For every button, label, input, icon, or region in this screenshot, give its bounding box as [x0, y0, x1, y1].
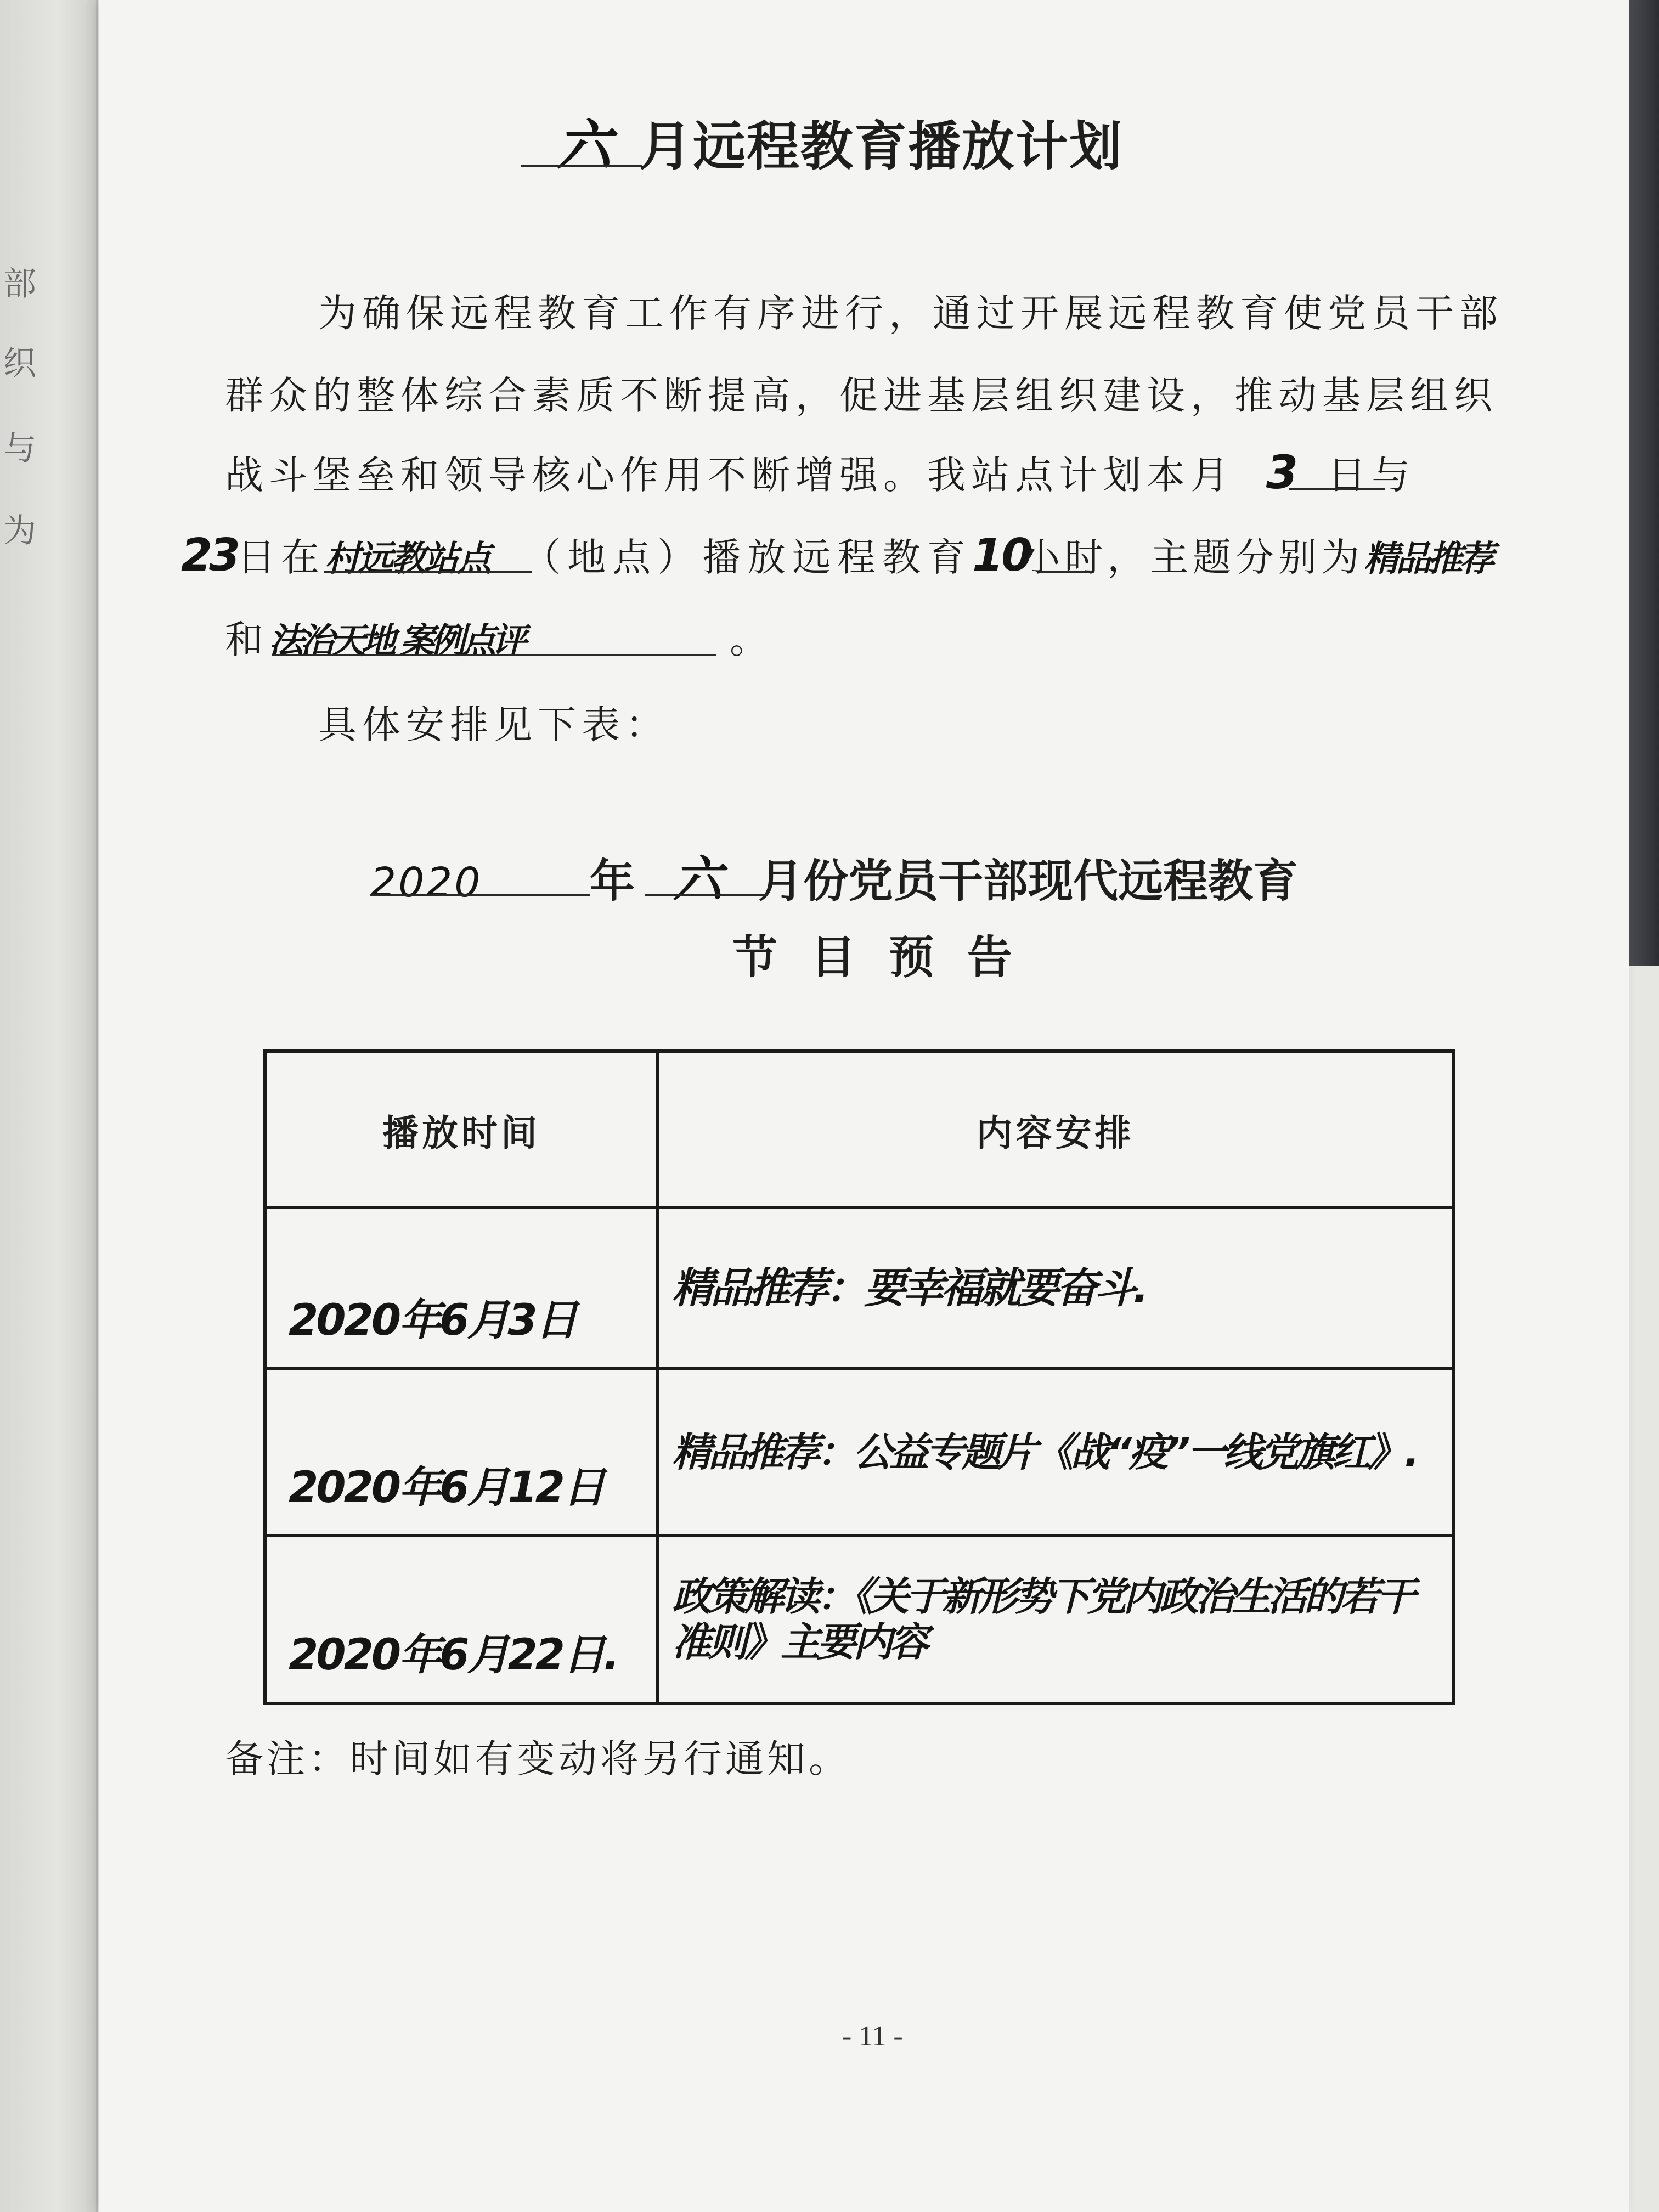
paragraph-text: 。 — [730, 617, 774, 662]
adjacent-page-edge — [0, 0, 98, 2212]
day-underline — [1289, 488, 1385, 490]
title-month-handwritten: 六 — [556, 114, 610, 178]
note-text: 备注：时间如有变动将另行通知。 — [225, 1736, 850, 1781]
year-underline — [370, 894, 590, 896]
content-handwritten: 精品推荐：要幸福就要奋斗. — [672, 1263, 1146, 1313]
schedule-title-line-2: 节 目 预 告 — [732, 932, 1021, 984]
title-text: 月远程教育播放计划 — [639, 116, 1123, 177]
margin-fragment: 部 — [3, 265, 36, 303]
content-cell — [658, 1208, 1454, 1369]
day2-handwritten: 23 — [181, 529, 238, 582]
theme2-handwritten: 法治天地 案例点评 — [269, 621, 523, 662]
time-handwritten: 2020年6月3日 — [289, 1296, 576, 1345]
schedule-title-text: 年 — [590, 855, 635, 907]
time-cell — [265, 1208, 658, 1369]
paragraph-line-2: 群众的整体综合素质不断提高，促进基层组织建设，推动基层组织 — [225, 373, 1498, 418]
header-content: 内容安排 — [658, 1051, 1454, 1208]
page-number: - 11 - — [842, 2021, 903, 2052]
theme1-handwritten: 精品推荐 — [1364, 539, 1492, 579]
paragraph-line-3 — [225, 444, 1415, 500]
day-handwritten: 3 — [1266, 445, 1296, 499]
year-handwritten: 2020 — [370, 859, 483, 906]
title-month-underline — [521, 165, 642, 167]
time-handwritten: 2020年6月22日. — [289, 1630, 618, 1680]
location-handwritten: 村远教站点 — [325, 539, 490, 579]
content-cell — [658, 1369, 1454, 1536]
theme2-underline — [272, 654, 716, 656]
paragraph-line-4 — [181, 527, 1491, 582]
paragraph-text: 日与 — [1328, 453, 1415, 498]
document-title — [527, 101, 1123, 180]
paragraph-text: 战斗堡垒和领导核心作用不断增强。我站点计划本月 — [225, 453, 1234, 498]
header-time: 播放时间 — [265, 1051, 658, 1208]
schedule-title-line-1 — [370, 839, 1298, 911]
hours-handwritten: 10 — [972, 529, 1031, 582]
margin-fragment: 与 — [3, 430, 36, 468]
content-cell — [658, 1536, 1454, 1704]
schedule-title-text: 月份党员干部现代远程教育 — [758, 855, 1299, 907]
time-cell — [265, 1536, 658, 1704]
background-right-edge — [1629, 0, 1659, 2212]
schedule-month-underline — [645, 894, 768, 896]
margin-fragment: 织 — [3, 345, 36, 383]
paragraph-text: 和 — [225, 617, 269, 662]
table-row — [265, 1369, 1453, 1536]
time-cell — [265, 1369, 658, 1536]
time-handwritten: 2020年6月12日 — [289, 1463, 603, 1513]
content-handwritten: 精品推荐：公益专题片《战“疫”一线党旗红》. — [672, 1429, 1417, 1475]
table-row — [265, 1536, 1453, 1704]
paragraph-text: （地点）播放远程教育 — [522, 535, 973, 580]
table-row — [265, 1208, 1453, 1369]
paragraph-line-6: 具体安排见下表： — [318, 702, 669, 747]
schedule-table — [263, 1049, 1455, 1705]
table-header-row — [265, 1051, 1453, 1208]
margin-fragment: 为 — [3, 512, 36, 550]
document-page — [99, 0, 1629, 2212]
paragraph-text: 小时，主题分别为 — [1022, 535, 1364, 580]
schedule-month-handwritten: 六 — [673, 851, 720, 909]
hours-underline — [1040, 571, 1092, 573]
content-handwritten: 政策解读：《关于新形势下党内政治生活的若干准则》主要内容 — [672, 1573, 1413, 1665]
location-underline — [324, 571, 532, 573]
paragraph-text: 日在 — [237, 535, 325, 580]
note — [225, 1728, 850, 1784]
paragraph-line-1: 为确保远程教育工作有序进行，通过开展远程教育使党员干部 — [318, 291, 1503, 336]
